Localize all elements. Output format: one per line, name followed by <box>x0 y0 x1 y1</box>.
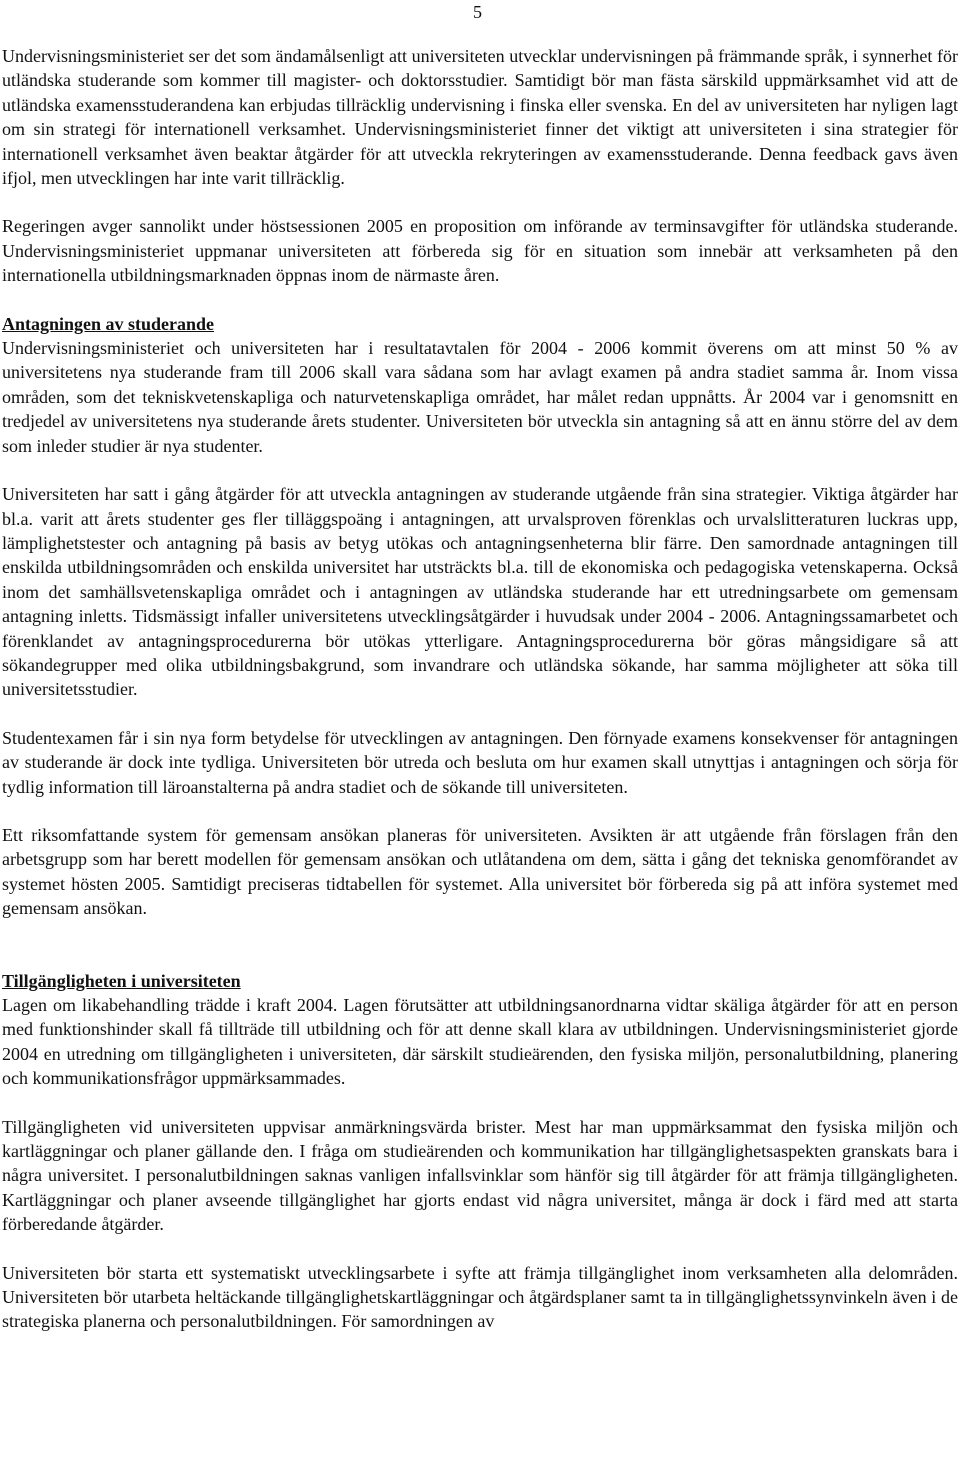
section-spacer <box>2 945 958 969</box>
paragraph-admission-4: Ett riksomfattande system för gemensam ansökan planeras för universiteten. Avsikten är att utgående från förslagen från den arbetsgrupp som har berett modellen för gemensam ansökan och utlåtandena om dem, sätta i gång det tekniska genomförandet av systemet hösten 2005. Samtidigt preciseras tidtabellen för systemet. Alla universitet bör förbereda sig på att införa systemet med gemensam ansökan. <box>2 824 958 919</box>
page-number: 5 <box>473 2 482 22</box>
section-heading-admission: Antagningen av studerande <box>2 313 215 334</box>
document-body <box>2 44 958 1358</box>
paragraph-admission-1: Undervisningsministeriet och universiteten har i resultatavtalen för 2004 - 2006 kommit överens om att minst 50 % av universitetens nya studerande fram till 2006 skall vara sådana som har avlagt examen på andra stadiet samma år. Inom vissa områden, som det tekniskvetenskapliga och naturvetenskapliga området, har målet redan uppnåtts. År 2004 var i genomsnitt en tredjedel av universitetens nya studerande årets studenter. Universiteten bör utveckla sin antagning så att en ännu större del av dem som inleder studier är nya studenter. <box>2 338 958 456</box>
paragraph-admission-3: Studentexamen får i sin nya form betydelse för utvecklingen av antagningen. Den förnyade examens konsekvenser för antagningen av studerande är dock inte tydliga. Universiteten bör utreda och besluta om hur examen skall utnyttjas i antagningen och sörja för tydlig information till läroanstalterna på andra stadiet och de sökande till universiteten. <box>2 727 958 797</box>
paragraph-accessibility-2: Tillgängligheten vid universiteten uppvisar anmärkningsvärda brister. Mest har man uppmärksammat den fysiska miljön och kartläggningar och planer gällande den. I fråga om studieärenden och kommunikation har tillgänglighetsaspekten granskats bara i några universitet. I personalutbildningen saknas vanligen infallsvinklar som hänför sig till åtgärder för att främja tillgängligheten. Kartläggningar och planer avseende tillgänglighet har gjorts endast vid några universitet, många är dock i färd med att starta förberedande åtgärder. <box>2 1116 958 1235</box>
paragraph-accessibility-3: Universiteten bör starta ett systematiskt utvecklingsarbete i syfte att främja tillgänglighet inom verksamheten alla delområden. Universiteten bör utarbeta heltäckande tillgänglighetskartläggningar och åtgärdsplaner samt ta in tillgänglighetssynvinkeln även i de strategiska planerna och personalutbildningen. För samordningen av <box>2 1262 958 1332</box>
paragraph-accessibility-1: Lagen om likabehandling trädde i kraft 2004. Lagen förutsätter att utbildningsanordnarna vidtar skäliga åtgärder för att en person med funktionshinder skall få tillträde till utbildning och för att denne skall klara av utbildningen. Undervisningsministeriet gjorde 2004 en utredning om tillgängligheten i universiteten, där särskilt studieärenden, den fysiska miljön, personalutbildning, planering och kommunikationsfrågor uppmärksammades. <box>2 995 958 1089</box>
section-heading-accessibility: Tillgängligheten i universiteten <box>2 970 241 991</box>
section-accessibility <box>2 969 958 1334</box>
paragraph-admission-2: Universiteten har satt i gång åtgärder för att utveckla antagningen av studerande utgående från sina strategier. Viktiga åtgärder har bl.a. varit att årets studenter ges fler tilläggspoäng i antagningen, att urvalsproven förenklas och urvalslitteraturen luckras upp, lämplighetstester och antagning på basis av betyg utökas och antagningsenheterna blir färre. Den samordnade antagningen till enskilda utbildningsområden och enskilda universitet har utsträckts bl.a. till de ekonomiska och pedagogiska vetenskaperna. Också inom det samhällsvetenskapliga området och i antagningen av utländska studerande har ett utredningsarbete om gemensam antagning inletts. Tidsmässigt infaller universitetens utvecklingsåtgärder i huvudsak under 2004 - 2006. Antagningssamarbetet och förenklandet av antagningsprocedurerna bör utökas ytterligare. Antagningsprocedurerna bör göras mångsidigare så att sökandegrupper med olika utbildningsbakgrund, som invandrare och utländska sökande, har samma möjligheter att söka till universitetsstudier. <box>2 484 958 700</box>
section-admission <box>2 312 958 921</box>
paragraph-intro-1: Undervisningsministeriet ser det som ändamålsenligt att universiteten utvecklar undervisningen på främmande språk, i synnerhet för utländska studerande som kommer till magister- och doktorsstudier. Samtidigt bör man fästa särskild uppmärksamhet vid att de utländska examensstuderandena kan erbjudas tillräcklig undervisning i finska eller svenska. En del av universiteten har nyligen lagt om sin strategi för internationell verksamhet. Undervisningsministeriet finner det viktigt att universiteten i sina strategier för internationell verksamhet även beaktar åtgärder för att utveckla rekryteringen av examensstuderande. Denna feedback gavs även ifjol, men utvecklingen har inte varit tillräcklig. <box>2 46 958 189</box>
paragraph-intro-2: Regeringen avger sannolikt under höstsessionen 2005 en proposition om införande av terminsavgifter för utländska studerande. Undervisningsministeriet uppmanar universiteten att förbereda sig för en situation som innebär att verksamheten på den internationella utbildningsmarknaden öppnas inom de närmaste åren. <box>2 216 958 286</box>
